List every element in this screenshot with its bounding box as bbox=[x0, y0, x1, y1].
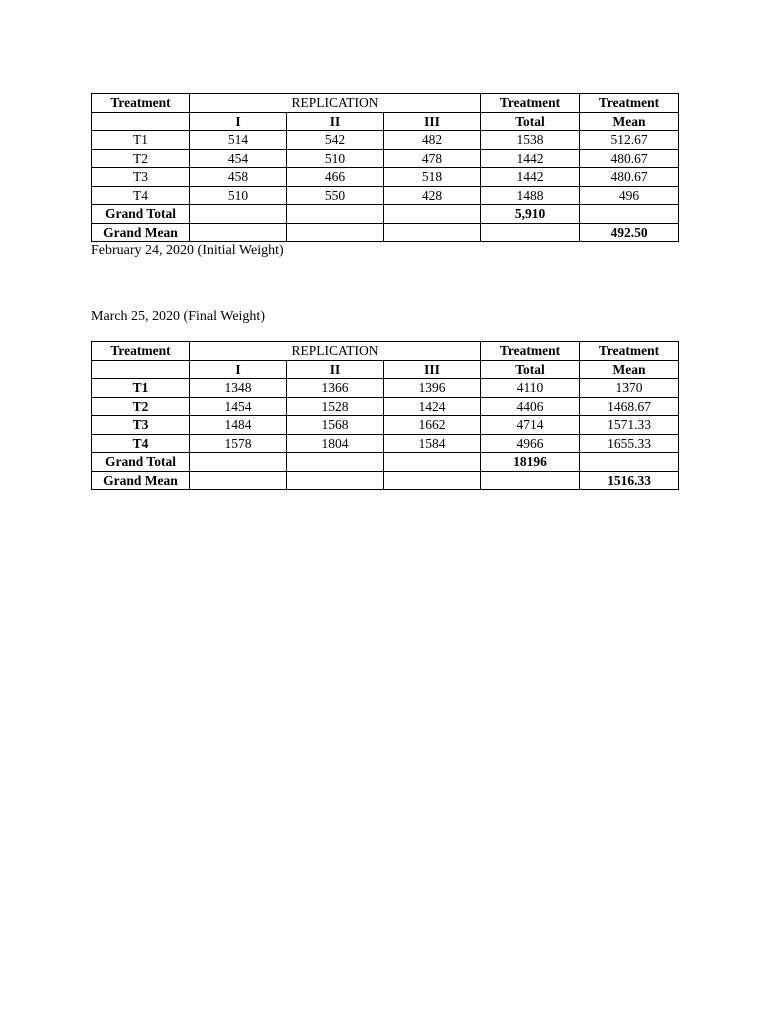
header-row bbox=[92, 94, 679, 113]
cell-mean: 480.67 bbox=[580, 149, 679, 168]
subheader-row bbox=[92, 112, 679, 131]
cell-total: 1442 bbox=[481, 168, 580, 187]
header-replication: REPLICATION bbox=[190, 342, 481, 361]
header-empty bbox=[92, 360, 190, 379]
header-rep-3: III bbox=[384, 360, 481, 379]
header-rep-3: III bbox=[384, 112, 481, 131]
grand-total-row bbox=[92, 205, 679, 224]
header-rep-1: I bbox=[190, 360, 287, 379]
header-treatment-mean-1: Treatment bbox=[580, 342, 679, 361]
cell-rep-1: 458 bbox=[190, 168, 287, 187]
row-label: T3 bbox=[92, 168, 190, 187]
cell-total: 1488 bbox=[481, 186, 580, 205]
row-label: T3 bbox=[92, 416, 190, 435]
cell-mean: 1571.33 bbox=[580, 416, 679, 435]
header-rep-2: II bbox=[287, 112, 384, 131]
cell-rep-2: 1804 bbox=[287, 434, 384, 453]
cell-rep-1: 1484 bbox=[190, 416, 287, 435]
header-treatment-total-2: Total bbox=[481, 112, 580, 131]
row-label: T4 bbox=[92, 434, 190, 453]
table-row bbox=[92, 379, 679, 398]
grand-total-row bbox=[92, 453, 679, 472]
cell-rep-2: 1568 bbox=[287, 416, 384, 435]
cell-rep-2: 466 bbox=[287, 168, 384, 187]
cell-rep-1: 1454 bbox=[190, 397, 287, 416]
initial-weight-table bbox=[91, 93, 679, 242]
table-row bbox=[92, 416, 679, 435]
cell-rep-2: 510 bbox=[287, 149, 384, 168]
header-rep-1: I bbox=[190, 112, 287, 131]
cell-mean: 1655.33 bbox=[580, 434, 679, 453]
grand-total-label: Grand Total bbox=[92, 205, 190, 224]
cell-rep-3: 482 bbox=[384, 131, 481, 150]
cell-total: 4714 bbox=[481, 416, 580, 435]
cell-rep-1: 1578 bbox=[190, 434, 287, 453]
cell-rep-3: 428 bbox=[384, 186, 481, 205]
cell-total: 1442 bbox=[481, 149, 580, 168]
final-weight-caption: March 25, 2020 (Final Weight) bbox=[91, 309, 265, 324]
header-treatment: Treatment bbox=[92, 94, 190, 113]
cell-rep-1: 514 bbox=[190, 131, 287, 150]
row-label: T2 bbox=[92, 149, 190, 168]
row-label: T1 bbox=[92, 131, 190, 150]
row-label: T4 bbox=[92, 186, 190, 205]
table-row bbox=[92, 434, 679, 453]
cell-rep-2: 1366 bbox=[287, 379, 384, 398]
cell-total: 4406 bbox=[481, 397, 580, 416]
table-row bbox=[92, 397, 679, 416]
header-treatment-total-2: Total bbox=[481, 360, 580, 379]
cell-total: 4110 bbox=[481, 379, 580, 398]
grand-total-value: 5,910 bbox=[481, 205, 580, 224]
cell-mean: 512.67 bbox=[580, 131, 679, 150]
cell-rep-3: 1396 bbox=[384, 379, 481, 398]
subheader-row bbox=[92, 360, 679, 379]
grand-mean-label: Grand Mean bbox=[92, 471, 190, 490]
cell-mean: 1370 bbox=[580, 379, 679, 398]
header-rep-2: II bbox=[287, 360, 384, 379]
cell-total: 1538 bbox=[481, 131, 580, 150]
cell-rep-2: 542 bbox=[287, 131, 384, 150]
grand-mean-value: 1516.33 bbox=[580, 471, 679, 490]
cell-mean: 480.67 bbox=[580, 168, 679, 187]
grand-mean-label: Grand Mean bbox=[92, 223, 190, 242]
cell-rep-3: 1584 bbox=[384, 434, 481, 453]
table-row bbox=[92, 131, 679, 150]
initial-weight-caption: February 24, 2020 (Initial Weight) bbox=[91, 243, 284, 258]
header-treatment-total-1: Treatment bbox=[481, 94, 580, 113]
header-empty bbox=[92, 112, 190, 131]
table-row bbox=[92, 149, 679, 168]
header-treatment-mean-1: Treatment bbox=[580, 94, 679, 113]
cell-rep-2: 550 bbox=[287, 186, 384, 205]
cell-total: 4966 bbox=[481, 434, 580, 453]
cell-rep-3: 1424 bbox=[384, 397, 481, 416]
grand-mean-row bbox=[92, 223, 679, 242]
cell-rep-3: 478 bbox=[384, 149, 481, 168]
cell-rep-1: 454 bbox=[190, 149, 287, 168]
row-label: T1 bbox=[92, 379, 190, 398]
cell-rep-3: 518 bbox=[384, 168, 481, 187]
header-treatment-mean-2: Mean bbox=[580, 360, 679, 379]
table-row bbox=[92, 168, 679, 187]
cell-mean: 1468.67 bbox=[580, 397, 679, 416]
header-replication: REPLICATION bbox=[190, 94, 481, 113]
header-row bbox=[92, 342, 679, 361]
cell-rep-1: 510 bbox=[190, 186, 287, 205]
header-treatment: Treatment bbox=[92, 342, 190, 361]
cell-mean: 496 bbox=[580, 186, 679, 205]
cell-rep-1: 1348 bbox=[190, 379, 287, 398]
cell-rep-2: 1528 bbox=[287, 397, 384, 416]
header-treatment-total-1: Treatment bbox=[481, 342, 580, 361]
grand-mean-value: 492.50 bbox=[580, 223, 679, 242]
final-weight-table bbox=[91, 341, 679, 490]
cell-rep-3: 1662 bbox=[384, 416, 481, 435]
grand-mean-row bbox=[92, 471, 679, 490]
grand-total-value: 18196 bbox=[481, 453, 580, 472]
grand-total-label: Grand Total bbox=[92, 453, 190, 472]
row-label: T2 bbox=[92, 397, 190, 416]
table-row bbox=[92, 186, 679, 205]
header-treatment-mean-2: Mean bbox=[580, 112, 679, 131]
